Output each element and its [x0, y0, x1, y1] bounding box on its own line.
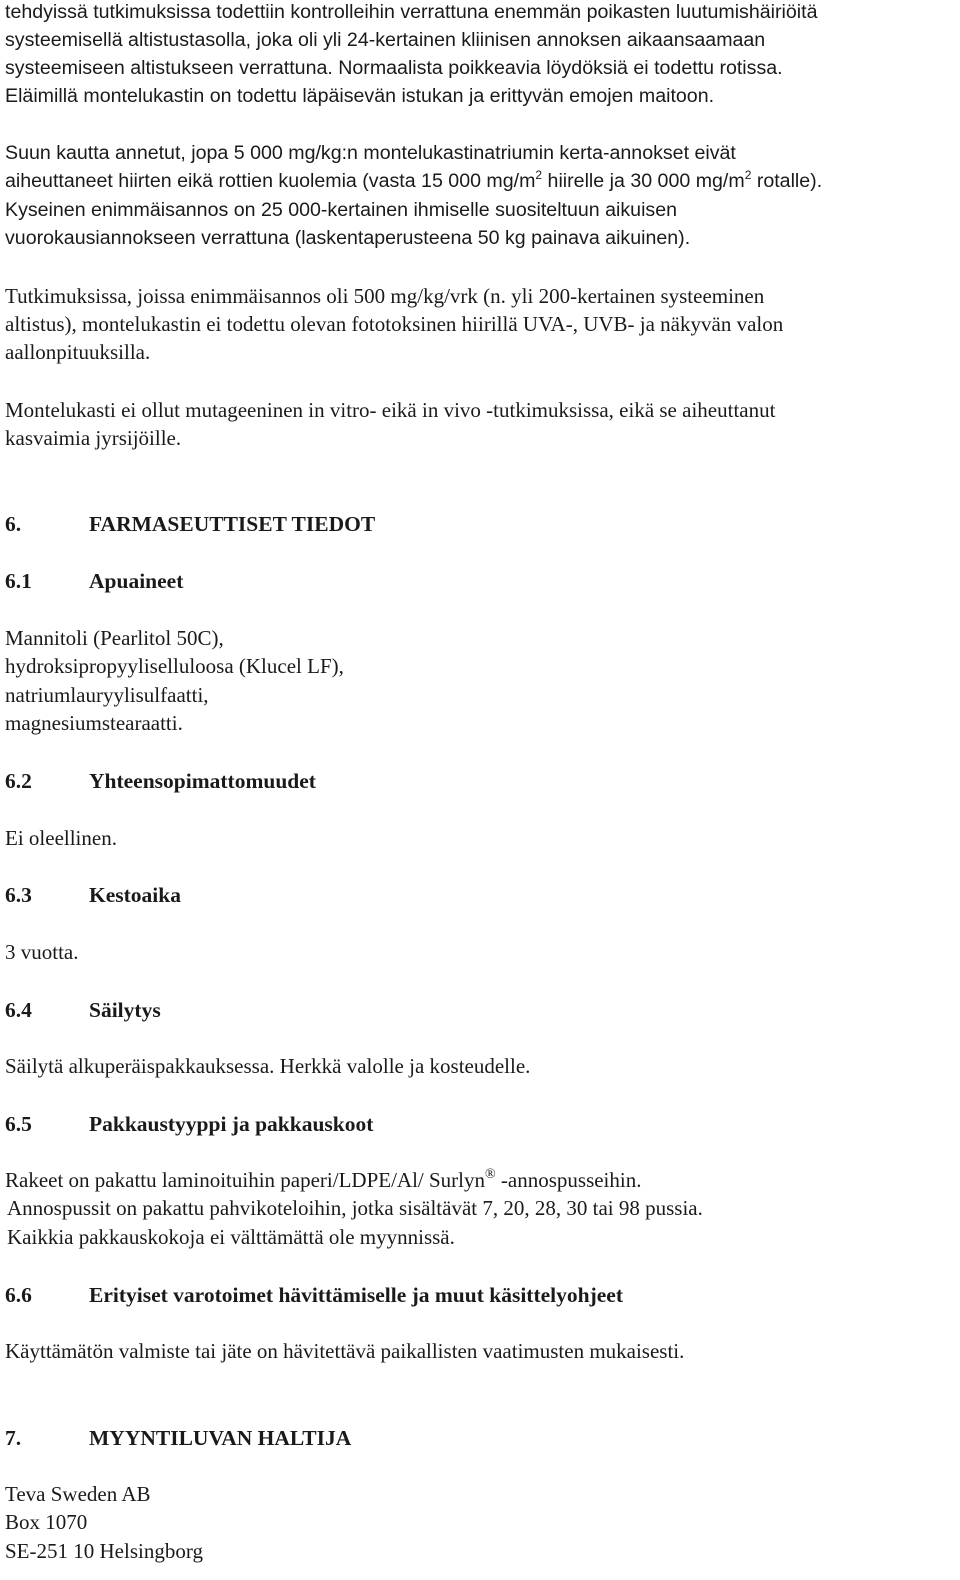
section-number: 6.6	[5, 1283, 32, 1307]
superscript: 2	[744, 168, 752, 182]
section-number: 6.2	[5, 769, 32, 793]
subsection-heading	[5, 1111, 373, 1137]
section-text: Kaikkia pakkauskokoja ei välttämättä ole myynnissä.	[7, 1225, 455, 1249]
excipient-line: magnesiumstearaatti.	[5, 711, 183, 735]
paragraph-line: Suun kautta annetut, jopa 5 000 mg/kg:n montelukastinatriumin kerta-annokset eivät	[5, 142, 736, 164]
address-line: Teva Sweden AB	[5, 1482, 151, 1506]
paragraph-line: tehdyissä tutkimuksissa todettiin kontrolleihin verrattuna enemmän poikasten luutumishäiriöitä	[5, 1, 818, 23]
excipient-line: hydroksipropyyliselluloosa (Klucel LF),	[5, 654, 344, 678]
paragraph-line: systeemiseen altistukseen verrattuna. Normaalista poikkeavia löydöksiä ei todettu rotissa.	[5, 57, 783, 79]
section-text: Annospussit on pakattu pahvikoteloihin, jotka sisältävät 7, 20, 28, 30 tai 98 pussia.	[7, 1196, 703, 1220]
section-number: 6.5	[5, 1112, 32, 1136]
section-number: 6.	[5, 512, 22, 536]
section-title: MYYNTILUVAN HALTIJA	[89, 1426, 352, 1450]
section-number: 6.3	[5, 883, 32, 907]
text-segment: Rakeet on pakattu laminoituihin paperi/LDPE/Al/ Surlyn	[5, 1168, 486, 1192]
section-text: Säilytä alkuperäispakkauksessa. Herkkä valolle ja kosteudelle.	[5, 1054, 531, 1078]
text-segment: aiheuttaneet hiirten eikä rottien kuolemia (vasta 15 000 mg/m	[5, 170, 536, 192]
paragraph-line: kasvaimia jyrsijöille.	[5, 426, 182, 450]
excipient-line: natriumlauryylisulfaatti,	[5, 683, 209, 707]
subsection-heading	[5, 882, 181, 908]
section-title: Erityiset varotoimet hävittämiselle ja muut käsittelyohjeet	[89, 1283, 624, 1307]
section-title: Säilytys	[89, 998, 161, 1022]
section-text	[5, 1168, 641, 1192]
section-title: FARMASEUTTISET TIEDOT	[89, 512, 376, 536]
text-segment: rotalle).	[751, 170, 823, 192]
address-line: Box 1070	[5, 1510, 88, 1534]
section-heading	[5, 1425, 351, 1451]
subsection-heading	[5, 568, 183, 594]
section-heading	[5, 511, 375, 537]
section-text: 3 vuotta.	[5, 940, 79, 964]
address-line: SE-251 10 Helsingborg	[5, 1539, 203, 1563]
section-number: 6.1	[5, 569, 32, 593]
subsection-heading	[5, 1282, 623, 1308]
paragraph-line: aallonpituuksilla.	[5, 340, 151, 364]
paragraph-line: Eläimillä montelukastin on todettu läpäisevän istukan ja erittyvän emojen maitoon.	[5, 85, 715, 107]
paragraph-line: vuorokausiannokseen verrattuna (laskentaperusteena 50 kg painava aikuinen).	[5, 227, 691, 249]
excipient-line: Mannitoli (Pearlitol 50C),	[5, 626, 224, 650]
paragraph-line	[5, 169, 822, 193]
text-segment: -annospusseihin.	[495, 1168, 642, 1192]
section-text: Käyttämätön valmiste tai jäte on hävitettävä paikallisten vaatimusten mukaisesti.	[5, 1339, 685, 1363]
superscript: 2	[535, 168, 543, 182]
section-title: Kestoaika	[89, 883, 181, 907]
paragraph-line: systeemisellä altistustasolla, joka oli yli 24-kertainen kliinisen annoksen aikaansaamaan	[5, 29, 766, 51]
section-title: Yhteensopimattomuudet	[89, 769, 316, 793]
section-title: Apuaineet	[89, 569, 184, 593]
paragraph-line: Kyseinen enimmäisannos on 25 000-kertainen ihmiselle suositeltuun aikuisen	[5, 199, 678, 221]
section-text: Ei oleellinen.	[5, 826, 117, 850]
section-title: Pakkaustyyppi ja pakkauskoot	[89, 1112, 374, 1136]
paragraph-line: Tutkimuksissa, joissa enimmäisannos oli 500 mg/kg/vrk (n. yli 200-kertainen systeeminen	[5, 284, 765, 308]
section-number: 7.	[5, 1426, 22, 1450]
registered-mark: ®	[485, 1167, 496, 1182]
section-number: 6.4	[5, 998, 32, 1022]
paragraph-line: Montelukasti ei ollut mutageeninen in vitro- eikä in vivo -tutkimuksissa, eikä se aiheuttanut	[5, 398, 776, 422]
subsection-heading	[5, 997, 161, 1023]
paragraph-line: altistus), montelukastin ei todettu olevan fototoksinen hiirillä UVA-, UVB- ja näkyvän valon	[5, 312, 784, 336]
text-segment: hiirelle ja 30 000 mg/m	[542, 170, 745, 192]
subsection-heading	[5, 768, 316, 794]
